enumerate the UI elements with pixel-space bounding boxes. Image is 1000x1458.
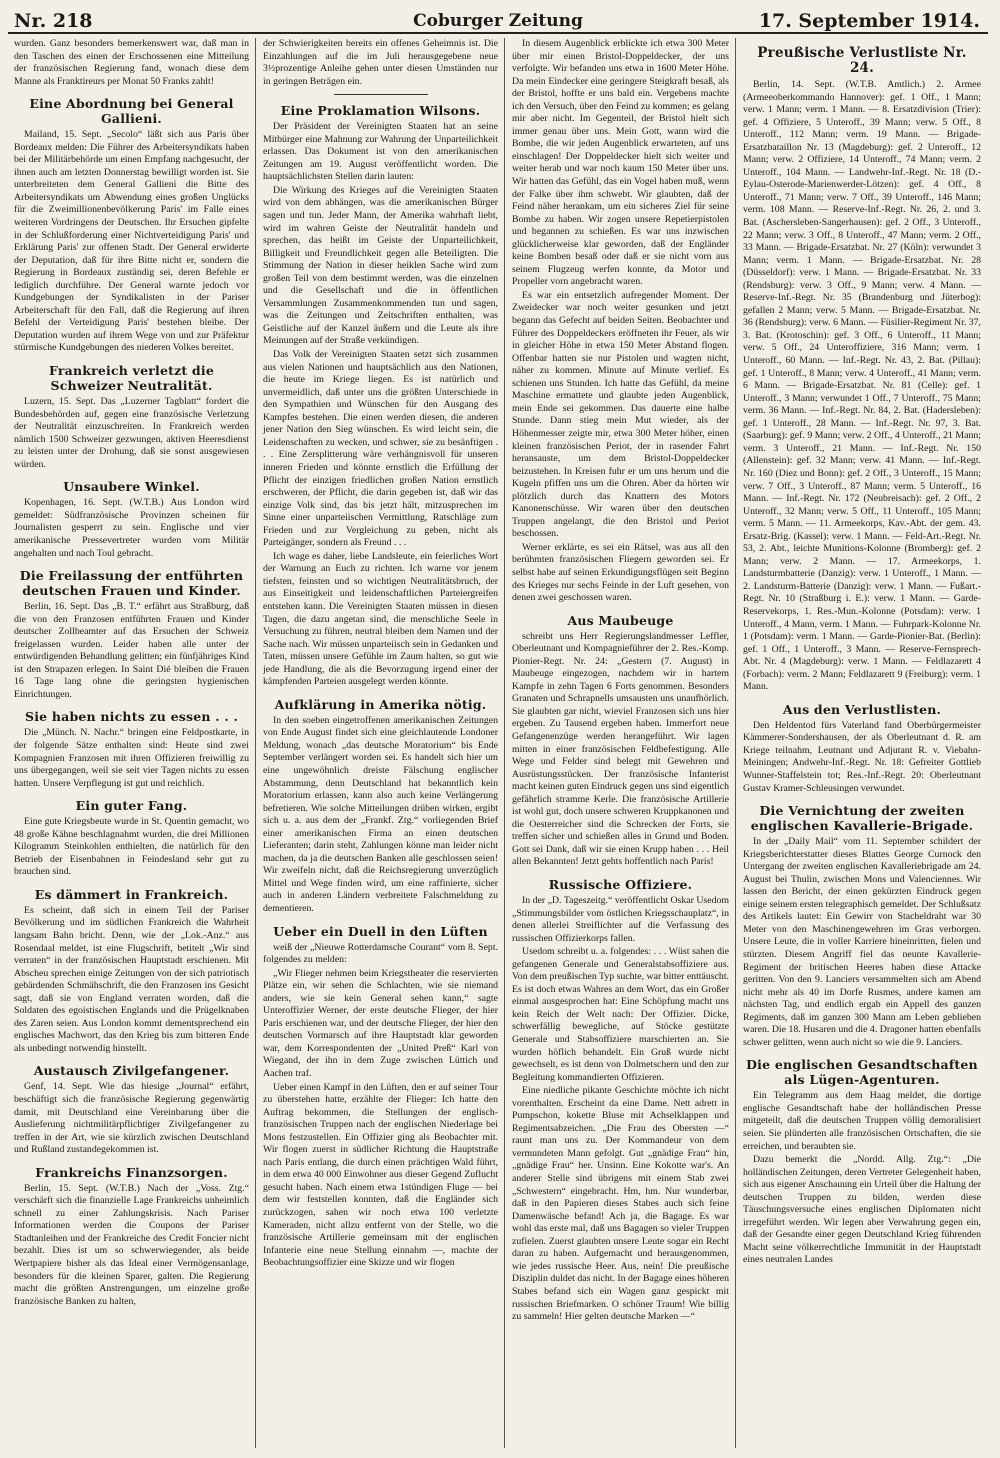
article-headline: Aufklärung in Amerika nötig.	[274, 696, 487, 712]
article-headline: Die englischen Gesandtschaften als Lügen-Agenturen.	[746, 1057, 978, 1088]
article-paragraph: Der Präsident der Vereinigten Staaten hat an seine Mitbürger eine Mahnung zur Wahrung der Unparteilichkeit erlassen. Das Dokument ist von den amerikanischen Zeitungen am 19. August veröffentlicht worden. Die hauptsächlichsten Stellen darin lauten:	[263, 121, 498, 183]
issue-date: 17. September 1914.	[758, 10, 980, 32]
article-paragraph: Ich wage es daher, liebe Landsleute, ein feierliches Wort der Warnung an Euch zu richten. Ich warne vor jenem tiefsten, feinsten und so wichtigen Neutralitätsbruch, der aus Einseitigkeit und leidenschaftlichen Parteiergreifen entstehen kann. Die Vereinigten Staaten müssen in diesen Tagen, die dazu angetan sind, die menschliche Seele in Versuchung zu führen, neutral bleiben dem Namen und der Sache nach. Wir müssen unparteiisch sein in Gedanken und Taten, müssen unsere Gefühle im Zaum halten, so gut wie jede Handlung, die als die Bevorzugung irgend einer der kämpfenden Parteien ausgelegt werden könnte.	[263, 550, 498, 688]
article-paragraph: Das Volk der Vereinigten Staaten setzt sich zusammen aus vielen Nationen und hauptsächlich aus den Nationen, die heute im Kriege liegen. Es ist natürlich und unvermeidlich, daß unter uns die größten Unterschiede in den Sympathien und Wünschen für den Ausgang des Kampfes bestehen. Die einen werden diesen, die anderen jener Nation den Sieg wünschen. Es wird leicht sein, die Leidenschaften zu wecken, und schwer, sie zu besänftigen . . . Eine Zersplitterung wäre verhängnisvoll für unseren inneren Frieden und könnte ernstlich die Erfüllung der Pflicht der einzigen friedlichen großen Nation ernstlich erschweren, der Pflicht, die darin gegeben ist, daß wir das einzige Volk sind, das bis jetzt hält, mitzusprechen im Sinne einer unparteiischen Vermittlung, Ratschläge zum Frieden und zur Vergleichung zu geben, nicht als Parteigänger, sondern als Freund . . .	[263, 349, 498, 549]
article-paragraph: schreibt uns Herr Regierungslandmesser Leffler, Oberleutnant und Kompagnieführer der 2. Res.-Komp. Pionier-Regt. Nr. 24: „Gestern (7. August) in Maubeuge eingezogen, nachdem wir in hartem Kampfe in zehn Tagen 6 Forts genommen. Besonders Granaten und Schrapnells umsausten uns unaufhörlich. Sie glaubten gar nicht, wieviel Franzosen sich uns hier ergeben. Zu Tausend ergeben haben. Immerfort neue Gefangenenzüge werden herangeführt. Wir lagen mitten in einer französischen Feldbefestigung. Alle Wege und Felder sind belegt mit Gewehren und Ausrüstungsstücken. Der französische Infanterist macht keinen guten Eindruck gegen uns sind eigentlich gefährlich stramme Kerle. Die französische Artillerie ist wohl gut, doch unsere schweren Kruppkanonen und die Oesterreicher sind die Schrecken der Forts, sie treffen sicher und schießen alles in Grund und Boden. Gott sei Dank, daß wir sie einen Krupp haben . . . Heil allen Bekannten! Jetzt gehts hoffentlich nach Paris!	[512, 630, 729, 868]
article-paragraph: Eine gute Kriegsbeute wurde in St. Quentin gemacht, wo 48 große Kähne beschlagnahmt wurden, die drei Millionen Kilogramm Steinkohlen enthielten, die natürlich für den Betrieb der Eisenbahnen in Feindesland sehr gut zu brauchen sind.	[14, 816, 249, 878]
article-paragraph: Berlin, 15. Sept. (W.T.B.) Nach der „Voss. Ztg.“ verschärft sich die finanzielle Lage Frankreichs unheimlich schnell zu einer Zahlungskrisis. Nach Pariser Informationen werden die Coupons der Pariser Stadtanleihen und der Frankreiche des Credit Foncier nicht bezahlt. Dies ist um so schwerwiegender, als beide Wertpapiere bisher als das Ideal einer Vermögensanlage, besonders für die kleinen Sparer, galten. Die Regierung macht die größten Anstrengungen, um einzelne große französische Banken zu halten,	[14, 1182, 249, 1307]
article-paragraph: Mailand, 15. Sept. „Secolo“ läßt sich aus Paris über Bordeaux melden: Die Führer des Arbeitersyndikats haben bei der Militärbehörde um einen Empfang nachgesucht, der ihnen auch am letzten Donnerstag bewilligt worden ist. Sie unterbreiteten dem General Gallieni die Bitte des Arbeitersyndikats um Abwendung eines großen Unglücks für die Zweimillionenbevölkerung Paris' im Falle eines weiteren Vordringens der Deutschen. Ihr Ersuchen gipfelte in der Schlußforderung einer Nichtverteidigung Paris' und Erklärung Paris' zur offenen Stadt. Der General erwiderte der Deputation, daß für ihre Bitte nicht er, sondern die Regierung in Bordeaux zuständig sei, deren Befehle er lediglich durchführe. Der General warnte jedoch vor Kundgebungen der Syndikalisten in der Pariser Arbeiterschaft für den Fall, daß die Regierung auf ihren Befehl der Verteidigung Paris' bestehen bleibe. Der Deputation wurden auf ihrem Wege von und zur Präfektur stürmische Kundgebungen des niederen Volkes bereitet.	[14, 129, 249, 354]
article-headline: Die Vernichtung der zweiten englischen Kavallerie-Brigade.	[750, 803, 974, 834]
article-paragraph: Eine niedliche pikante Geschichte möchte ich nicht vorenthalten. Erscheint da eine Dame. Nett adrett in Pumpschon, kokette Bluse mit Achselklappen und Regimentsabzeichen. „Die Frau des Obersten —“ raunt man uns zu. Der Kommandeur von dem vermundeten Mann gefolgt. Gut „gnädige Frau“ hin, „gnädige Frau“ her. Unsinn. Eine Kokotte war's. An anderer Stelle sind übrigens mit einem Stab zwei „Schwestern“ eingebracht. Hm, hm. Nur wunderbar, daß in den Papieren dieses Stabes auch sich feine Damenwäsche befand! Ach ja, die Bagage. Es war wohl das erste mal, daß uns Bagagen so vieler Truppen zufielen. Zuerst glaubten unsere Leute sogar ein Recht daran zu haben. Aufgemacht und herausgenommen, wie jedes russische Heer. Aus, nein! Die preußische Disziplin duldet das nicht. In der Bagage eines höheren Stabes befand sich ein Wagen ganz gespickt mit russischen Briefmarken. O schöner Traum! Wie billig zu sammeln! Hier gelten deutsche Marken —“	[512, 1085, 729, 1323]
article-paragraph: der Schwierigkeiten bereits ein offenes Geheimnis ist. Die Einzahlungen auf die im Juli herausgegebene neue 3½prozentige Anleihe gehen unter diesen Umständen nur in geringen Beträgen ein.	[263, 38, 498, 87]
article-headline: Aus den Verlustlisten.	[782, 701, 942, 717]
article-headline: Ueber ein Duell in den Lüften	[273, 923, 488, 939]
article-headline: Austausch Zivilgefangener.	[33, 1063, 230, 1079]
article-headline: Die Freilassung der entführten deutschen Frauen und Kinder.	[19, 568, 244, 599]
column-4	[737, 38, 987, 1448]
masthead	[8, 10, 988, 34]
article-headline: Aus Maubeuge	[567, 612, 674, 628]
article-paragraph: Es scheint, daß sich in einem Teil der Pariser Bevölkerung und im südlichen Frankreich die Wahrheit langsam Bahn bricht. Denn, wie der „Lok.-Anz.“ aus Rosendaal meldet, ist eine Flugschrift, betitelt „Wir sind verraten“ in der französischen Hauptstadt erschienen. Mit Abscheu sprechen einige Zeitungen von der sich patriotisch gebärdenden Schmähschrift, die den Franzosen ins Gesicht sagt, daß sie von England verraten worden, daß die Soldaten des egoistischen Englands und die Prügelknaben des Zaren seien. Aus London kommt dementsprechend ein englisches Machwort, das den Krieg bis zum bitteren Ende als unbedingt notwendig hinstellt.	[14, 904, 249, 1054]
article-paragraph: Es war ein entsetzlich aufregender Moment. Der Zweidecker war noch weiter gesunken und jetzt begann das Gefecht auf beiden Seiten. Beobachter und Führer des Doppeldeckers eröffneten ihr Feuer, als wir in gleicher Höhe in etwa 150 Meter Abstand flogen. Offenbar hatten sie nur Pistolen und wagten nicht, näher zu kommen. Minute auf Minute verlief. Es schienen uns Stunden. Ich hatte das Gefühl, da meine Maschine ermattete und glaubte jeden Augenblick, mein Ende sei gekommen. Das dauerte eine halbe Stunde. Dann stieg mein Mut wieder, als der Höhenmesser zeigte mir, etwa 300 Meter höher, einen kleinen französischen Periot, der in rasender Fahrt heransauste, um dem Bristol-Doppeldecker beizustehen. In Kreisen fuhr er um uns herum und die Kugeln pfiffen uns um die Ohren. Aber da hörten wir plötzlich durch das Knattern des Motors Kanonenschüsse. Wir waren über den deutschen Truppen angelangt, die den Bristol und Periot beschossen.	[512, 289, 729, 540]
article-columns	[8, 38, 988, 1448]
article-headline: Frankreich verletzt die Schweizer Neutralität.	[49, 363, 214, 394]
article-paragraph: Den Heldentod fürs Vaterland fand Oberbürgermeister Kämmerer-Sondershausen, der als Oberleutnant d. R. am Kriege teilnahm, Leutnant und Adjutant R. v. Viebahn-Meiningen; Andwehr-Inf.-Regt. Nr. 18: Gefreiter Gottlieb Wunner-Staffelstein tot; Res.-Inf.-Regt. 20: Oberleutnant Gustav Kramer-Schleusingen verwundet.	[743, 719, 981, 794]
article-paragraph: Genf, 14. Sept. Wie das hiesige „Journal“ erfährt, beschäftigt sich die französische Regierung gegenwärtig damit, mit Deutschland eine Vereinbarung über die Auslieferung nichtmilitärpflichtiger Zivilgefangener zu treffen in der Art, wie sie kürzlich zwischen Deutschland und Rußland zustandegekommen ist.	[14, 1081, 249, 1156]
article-headline: Unsaubere Winkel.	[63, 479, 200, 495]
article-paragraph: Werner erklärte, es sei ein Rätsel, was aus all den berühmten französischen Fliegern geworden sei. Er selbst habe auf seinen Erkundigungsflügen seit Beginn des Krieges nur sechs Feinde in der Luft gesehen, von denen zwei geschossen waren.	[512, 541, 729, 604]
article-headline: Preußische Verlustliste Nr. 24.	[757, 45, 967, 76]
paper-title: Coburger Zeitung	[413, 11, 583, 31]
article-headline: Ein guter Fang.	[75, 798, 188, 814]
article-paragraph: Ueber einen Kampf in den Lüften, den er auf seiner Tour zu überstehen hatte, erzählte der Flieger: Ich hatte den Auftrag bekommen, die Stellungen der englisch-französischen Truppen nach der englischen Niederlage bei Mons festzustellen. Ein Offizier ging als Beobachter mit. Wir flogen zuerst in südlicher Richtung die Hauptstraße nach Paris entlang, die durch einen prächtigen Wald führt, in dem etwa 40 000 Einwohner aus dieser Gegend Zuflucht gesucht haben. Nach einem etwa 1stündigen Fluge — bei dem wir feststellen konnten, daß die Engländer sich zurückzogen, sahen wir noch etwa 100 verletzte Kameraden, nicht allzu entfernt von der Stelle, wo die französische Artillerie gemeinsam mit der englischen Infanterie eine neue Stellung einnahm —, machte der Beobachtungsoffizier eine Skizze und wir flogen	[263, 1081, 498, 1269]
article-paragraph: Luzern, 15. Sept. Das „Luzerner Tagblatt“ fordert die Bundesbehörden auf, gegen eine französische Verletzung der Neutralität einzuschreiten. In Frankreich werden nämlich 1500 Schweizer gezwungen, aktiven Heeresdienst zu leisten unter der Drohung, daß sie sonst ausgewiesen würden.	[14, 396, 249, 470]
article-paragraph: Berlin, 14. Sept. (W.T.B. Amtlich.) 2. Armee (Armeeoberkommando Hannover): gef. 1 Off., 1 Mann; verw. 1 Mann; verm. 1 Mann. — 8. Ersatzdivision (Trier): gef. 4 Offiziere, 5 Unteroff., 39 Mann; verw. 5 Off., 8 Unteroff., 112 Mann; verm. 19 Mann. — Brigade-Ersatzbataillon Nr. 13 (Magdeburg): gef. 2 Unteroff., 12 Mann; verw. 2 Offiziere, 14 Unteroff., 74 Mann; verm. 2 Unteroff., 104 Mann. — Landwehr-Inf.-Regt. Nr. 18 (D.-Eylau-Osterode-Marienwerder-Lötzen): gef. 4 Off., 8 Unteroff., 71 Mann; verw. 7 Off., 39 Unteroff., 146 Mann; verm. 108 Mann. — Reserve-Inf.-Regt. Nr. 26, 2. und 3. Bat. (Aschersleben-Sangerhausen): gef. 2 Off., 3 Unteroff., 22 Mann; verw. 3 Off., 8 Unteroff., 47 Mann; verm. 2 Off., 33 Mann. — Brigade-Ersatzbat. Nr. 27 (Köln): verwundet 3 Mann; verm. 1 Mann. — Brigade-Ersatzbat. Nr. 28 (Düsseldorf): verw. 1 Mann. — Brigade-Ersatzbat. Nr. 33 (Rendsburg): verw. 3 Off., 9 Mann; verw. 4 Mann. — Reserve-Inf.-Regt. Nr. 35 (Brandenburg und Jüterbog): gefallen 2 Mann; verw. 5 Mann. — Brigade-Ersatzbat. Nr. 36 (Rendsburg): verw. 6 Mann. — Füsilier-Regiment Nr. 37, 3. Bat. (Krotoschin): gef. 3 Off., 6 Unteroff., 11 Mann; verw. 5 Off., 24 Unteroffiziere, 316 Mann; verm. 1 Unteroff., 60 Mann. — Inf.-Regt. Nr. 43, 2. Bat. (Pillau): gef. 1 Unteroff., 8 Mann; verw. 4 Unteroff., 41 Mann; verm. 6 Mann. — Brigade-Ersatzbat. Nr. 81 (Celle): gef. 1 Unteroff., 3 Mann; verwundet 1 Off., 7 Unteroff., 75 Mann; verm. 36 Mann. — Inf.-Regt. Nr. 84, 2. Bat. (Hadersleben): gef. 1 Unteroff., 28 Mann. — Inf.-Regt. Nr. 97, 3. Bat. (Saarburg): gef. 9 Mann; verw. 2 Off., 4 Unteroff., 21 Mann; verm. 3 Unteroff., 21 Mann. — Inf.-Regt. Nr. 150 (Allenstein): gef. 32 Mann; verw. 41 Mann. — Inf.-Regt. Nr. 160 (Diez und Bonn): gef. 2 Off., 3 Unteroff., 15 Mann; verw. 7 Off., 3 Unteroff., 87 Mann; verm. 5 Unteroff., 16 Mann. — Inf.-Regt. Nr. 172 (Neubreisach): gef. 2 Off., 2 Unteroff., 32 Mann; verw. 5 Off., 11 Unteroff., 105 Mann; verm. 5 Mann. — 11. Armeekorps, Kav.-Abt. der gem. 43. Ersatz-Brig. (Kassel): verw. 1 Mann. — Feld-Art.-Regt. Nr. 53, 2. Abt., leichte Munitions-Kolonne (Bromberg): gef. 2 Mann; verw. 2 Mann. — 17. Armeekorps, 1. Landsturmbatterie (Danzig): verw. 1 Unteroff., 1 Mann. — 2. Landsturm-Batterie (Danzig): verw. 1 Mann. — Fußart.-Regt. Nr. 10 (Straßburg i. E.): verw. 1 Mann. — Garde-Reservekorps, 1. Res.-Mun.-Kolonne (Potsdam): verw. 1 Unteroff., 4 Mann, verm. 1 Mann. — Fuhrpark-Kolonne Nr. 1 (Potsdam): verm. 1 Mann. — Garde-Pionier-Bat. (Berlin): gef. 1 Off., 1 Unteroff., 3 Mann. — Reserve-Fernsprech-Abt. Nr. 4 (Magdeburg): verw. 1 Mann. — Feldlazarett 4 (Forbach): verm. 2 Mann; Feldlazarett 9 (Freiburg): verm. 1 Mann.	[743, 79, 981, 693]
article-headline: Russische Offiziere.	[548, 877, 693, 892]
article-paragraph: In der „D. Tageszeitg.“ veröffentlicht Oskar Usedom „Stimmungsbilder vom östlichen Kriegsschauplatz“, in denen allerlei Streiflichter auf die Verfassung des russischen Offizierkorps fallen.	[512, 895, 729, 944]
article-paragraph: weiß der „Nieuwe Rotterdamsche Courant“ vom 8. Sept. folgendes zu melden:	[263, 941, 498, 966]
article-headline: Es dämmert in Frankreich.	[34, 886, 229, 902]
article-paragraph: Ein Telegramm aus dem Haag meldet, die dortige englische Gesandtschaft habe der holländischen Presse mitgeteilt, daß die deutschen Truppen völlig demoralisiert seien. Sie plünderten alle französischen Ortschaften, die sie erreichen, und beraubten sie.	[743, 1090, 981, 1152]
column-2	[257, 38, 505, 1448]
article-paragraph: Dazu bemerkt die „Nordd. Allg. Ztg.“: „Die holländischen Zeitungen, deren Vertreter Gelegenheit haben, sich aus eigener Anschauung ein Urteil über die Haltung der deutschen Truppen zu bilden, werden diese Täuschungsversuche eines englischen Diplomaten nicht irregeführt werden. Wir legen aber Verwahrung gegen ein, daß der Gesandte einer gegen Deutschland Krieg führenden Macht seine völkerrechtliche Immunität in der Hauptstadt eines neutralen Landes	[743, 1154, 981, 1266]
article-paragraph: wurden. Ganz besonders bemerkenswert war, daß man in den Taschen des einen der Erschossenen eine Mitteilung der französischen Regierung fand, wonach diese dem Manne als Franktireurs per Monat 50 Franks zahlt!	[14, 38, 249, 87]
article-paragraph: Usedom schreibt u. a. folgendes: . . . Wüst sahen die gefangenen Generale und Generalstabsoffiziere aus. Von dem preußischen Typ suchte, war bitter enttäuscht. Es ist doch etwas Wahres an dem Wort, das ein Großer einmal ausgesprochen hat: Eine Schöpfung macht uns kein Reich der Welt nach: Der Offizier. Dicke, schwerfällig bewegliche, auf Stöcke gestützte Generale und Stabsoffiziere marschierten an. Sie wurden höflich behandelt. Ein Gruß wurde nicht gewechselt, es ist denn von Dolmetschern und den zur Begleitung kommandierten Offizieren.	[512, 946, 729, 1083]
article-paragraph: In den soeben eingetroffenen amerikanischen Zeitungen von Ende August findet sich eine gleichlautende Londoner Meldung, wonach „das deutsche Moratorium“ bis Ende September verlängert worden sei. Es handelt sich hier um eine ungewöhnlich dreiste Fälschung englischer Abstammung, denn Deutschland hat bekanntlich kein Moratorium erlassen, kann also auch keine Verlängerung befretieren. Wie solche Mitteilungen drüben wirken, ergibt sich u. a. aus dem der „Frankf. Ztg.“ vorliegenden Brief einer amerikanischen Firma an einen deutschen Lieferanten; darin steht, Zahlungen könne man leider nicht machen, da ja die deutschen Banken alle geschlossen seien! Wir zweifeln nicht, daß die Reichsregierung unverzüglich Mittel und Wege finden wird, um eine raffinierte, sicher auch in anderen Ländern verbreitete Falschmeldung zu dementieren.	[263, 714, 498, 914]
article-paragraph: Die Wirkung des Krieges auf die Vereinigten Staaten wird von dem abhängen, was die amerikanischen Bürger sagen und tun. Jeder Mann, der Amerika wahrhaft liebt, wird im wahren Geiste der Neutralität handeln und sprechen, das heißt im Geiste der Unparteilichkeit, Billigkeit und Freundlichkeit gegen alle Beteiligten. Die Stimmung der Nation in dieser heiklen Sache wird zum großen Teil von dem bestimmt werden, was die einzelnen und die Gesellschaft und die in öffentlichen Versammlungen Zusammenkommenden tun und sagen, was die Zeitungen und Zeitschriften enthalten, was Geistliche auf der Kanzel äußern und die Leute als ihre Meinungen auf der Straße verkündigen.	[263, 184, 498, 347]
article-paragraph: In diesem Augenblick erblickte ich etwa 300 Meter über mir einen Bristol-Doppeldecker, der uns verfolgte. Wir befanden uns etwa in 1600 Meter Höhe. Da mein Eindecker eine geringere Steigkraft besaß, als der Bristol, hoffte er uns bald ein. Vergebens machte ich den Versuch, über den Feind zu kommen; es gelang mir aber nicht. Im Gegenteil, der Bristol hielt sich immer genau über uns. Mein Gott, wann wird die Bombe, die wir jeden Augenblick erwarteten, auf uns einschlagen! Der Doppeldecker hielt sich weiter und weiter herab und war noch kaum 150 Meter über uns. Wir hatten das Gefühl, das ein Vogel haben muß, wenn der Falke über ihm schwebt. Wir glaubten, daß der Feind näher herankam, um ein sicheres Ziel für seine Bombe zu haben. Wir zogen unsere Repetierpistolen und begannen zu schießen. Es war uns inzwischen glücklicherweise klar geworden, daß der Engländer keine Bomben besaß oder daß er sie nicht vorn aus seinem Flugzeug werfen konnte, da Motor und Propeller vorn angebracht waren.	[512, 38, 729, 288]
article-paragraph: Die „Münch. N. Nachr.“ bringen eine Feldpostkarte, in der folgende Sätze enthalten sind: Heute sind zwei Kompagnien Franzosen mit ihren Offizieren freiwillig zu uns übergegangen, weil sie seit vier Tagen nichts zu essen hatten. Unsere Verpflegung ist gut und reichlich.	[14, 727, 249, 789]
article-paragraph: „Wir Flieger nehmen beim Kriegstheater die reservierten Plätze ein, wir sehen die Schlachten, wie sie niemand anders, wie sie kein General sehen kann,“ sagte Unteroffizier Werner, der erste deutsche Flieger, der hier Paris erschienen war, und der deutsche Flieger, der hier den deutschen Vormarsch auf ihre Hauptstadt klar geworden war, dem Korrespondenten der „United Preß“ Karl von Wiegand, der ihn in dem Zuge zwischen Lüttich und Aachen traf.	[263, 967, 498, 1080]
article-headline: Eine Abordnung bei General Gallieni.	[29, 96, 234, 127]
article-headline: Frankreichs Finanzsorgen.	[35, 1164, 228, 1180]
article-paragraph: In der „Daily Mail“ vom 11. September schildert der Kriegsberichterstatter dieses Blattes George Curnock den Untergang der zweiten englischen Kavalleriebrigade am 24. August bei Thulin, zwischen Mons und Valenciennes. Wir lassen den Bericht, der einen gekürzten Eindruck gegen einige seinem ersten telegraphisch gemeldet. Der Schlußsatz des Artikels lautet: Ein Gewirr von Stacheldraht war 30 Meter von den Maschinengewehren im Gras verborgen. Unsere Leute, die in voller Karriere hineinritten, fielen und stürzten. Diesem Angriff fiel das neunte Kavallerie-Regiment der britischen Heeres haben diese Attacke geritten. Von den 9. Lanciers versammelten sich am Abend nicht mehr als 40 im Dorfe Rusmes, andere kamen am nächsten Tag, und endlich ergab ein Appell des ganzen Regiments, daß im ganzen 300 Mann am Leben geblieben waren. Die 18. Husaren und die 4. Dragoner hatten ebenfalls schwer gelitten, wenn auch nicht so wie die 9. Lanciers.	[743, 836, 981, 1048]
column-1	[8, 38, 256, 1448]
divider	[334, 94, 428, 95]
article-headline: Eine Proklamation Wilsons.	[280, 103, 481, 119]
issue-number: Nr. 218	[14, 10, 93, 32]
article-headline: Sie haben nichts zu essen . . .	[24, 709, 239, 725]
article-paragraph: Kopenhagen, 16. Sept. (W.T.B.) Aus London wird gemeldet: Südfranzösische Provinzen scheinen für Journalisten gesperrt zu sein. Englische und vier amerikanische Pressevertreter wurden vom Militär angehalten und nach Toul gebracht.	[14, 497, 249, 559]
column-3	[506, 38, 736, 1448]
article-paragraph: Berlin, 16. Sept. Das „B. T.“ erfährt aus Straßburg, daß die von den Franzosen entführten Frauen und Kinder deutscher Zollbeamter auf das Ersuchen der Schweiz freigelassen wurden. Leider haben alle unter der entwürdigenden Behandlung gelitten; ein fünfjähriges Kind ist den Strapazen erlegen. In Saint Dié bleiben die Frauen 16 Tage lang ohne die geringsten hygienischen Einrichtungen.	[14, 601, 249, 700]
